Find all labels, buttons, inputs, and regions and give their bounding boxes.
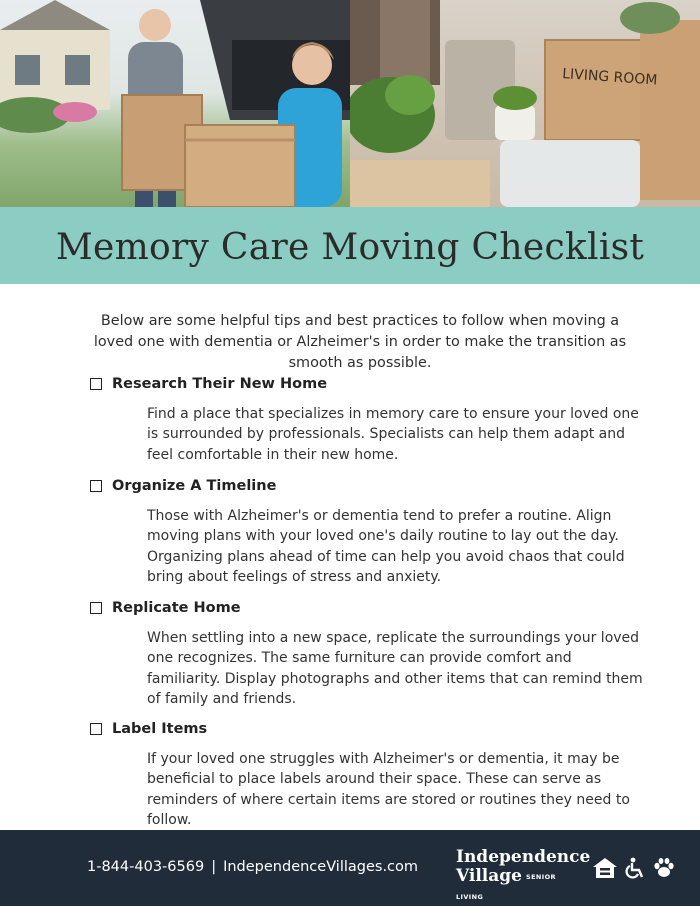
checklist-item-timeline: [90, 475, 650, 588]
checklist-item-replicate: [90, 597, 650, 710]
hero-banner: [0, 0, 700, 207]
footer-contact: [87, 859, 418, 875]
section-body: Those with Alzheimer's or dementia tend to prefer a routine. Align moving plans with your loved one's daily routine to lay out the day. Organizing plans ahead of time can help you avoid chaos that could bring about feelings of stress and anxiety.: [147, 508, 625, 586]
checkbox-icon[interactable]: [90, 602, 102, 614]
checkbox-icon[interactable]: [90, 378, 102, 390]
checklist-item-label: [90, 718, 650, 831]
section-title: Label Items: [112, 721, 208, 737]
phone-number[interactable]: 1-844-403-6569: [87, 859, 205, 875]
checkbox-icon[interactable]: [90, 480, 102, 492]
intro-text: Below are some helpful tips and best practices to follow when moving a loved one with dementia or Alzheimer's in order to make the transition as smooth as possible.: [93, 313, 627, 371]
page-title: Memory Care Moving Checklist: [55, 227, 645, 268]
pet-friendly-icon: [652, 857, 676, 883]
hero-photo-boxes: [350, 0, 700, 207]
contact-separator: |: [211, 859, 217, 875]
checklist-item-research: [90, 373, 650, 465]
logo-line1: Independence: [456, 847, 591, 867]
brand-logo: [456, 847, 591, 906]
section-title: Organize A Timeline: [112, 478, 277, 494]
footer-icons: [592, 857, 676, 883]
title-band: [0, 207, 700, 284]
section-body: If your loved one struggles with Alzheimer's or dementia, it may be beneficial to place labels around their space. These can serve as reminders of where certain items are stored or routines they need to follow.: [147, 751, 630, 829]
logo-tagline: SENIOR LIVING: [456, 873, 556, 901]
accessibility-icon: [624, 857, 646, 883]
section-title: Research Their New Home: [112, 376, 328, 392]
section-body: When settling into a new space, replicate the surroundings your loved one recognizes. The same furniture can provide comfort and familiarity. Display photographs and other items that can remind them of family and friends.: [147, 630, 643, 708]
logo-line2: Village: [456, 866, 522, 886]
box-label-text: LIVING ROOM: [561, 66, 658, 89]
hero-photo-couple: [0, 0, 350, 207]
footer: [0, 830, 700, 906]
website-link[interactable]: IndependenceVillages.com: [223, 859, 419, 875]
equal-housing-icon: [592, 857, 618, 883]
section-body: Find a place that specializes in memory care to ensure your loved one is surrounded by professionals. Specialists can help them adapt and feel comfortable in their new home.: [147, 406, 639, 463]
section-title: Replicate Home: [112, 600, 241, 616]
checkbox-icon[interactable]: [90, 723, 102, 735]
